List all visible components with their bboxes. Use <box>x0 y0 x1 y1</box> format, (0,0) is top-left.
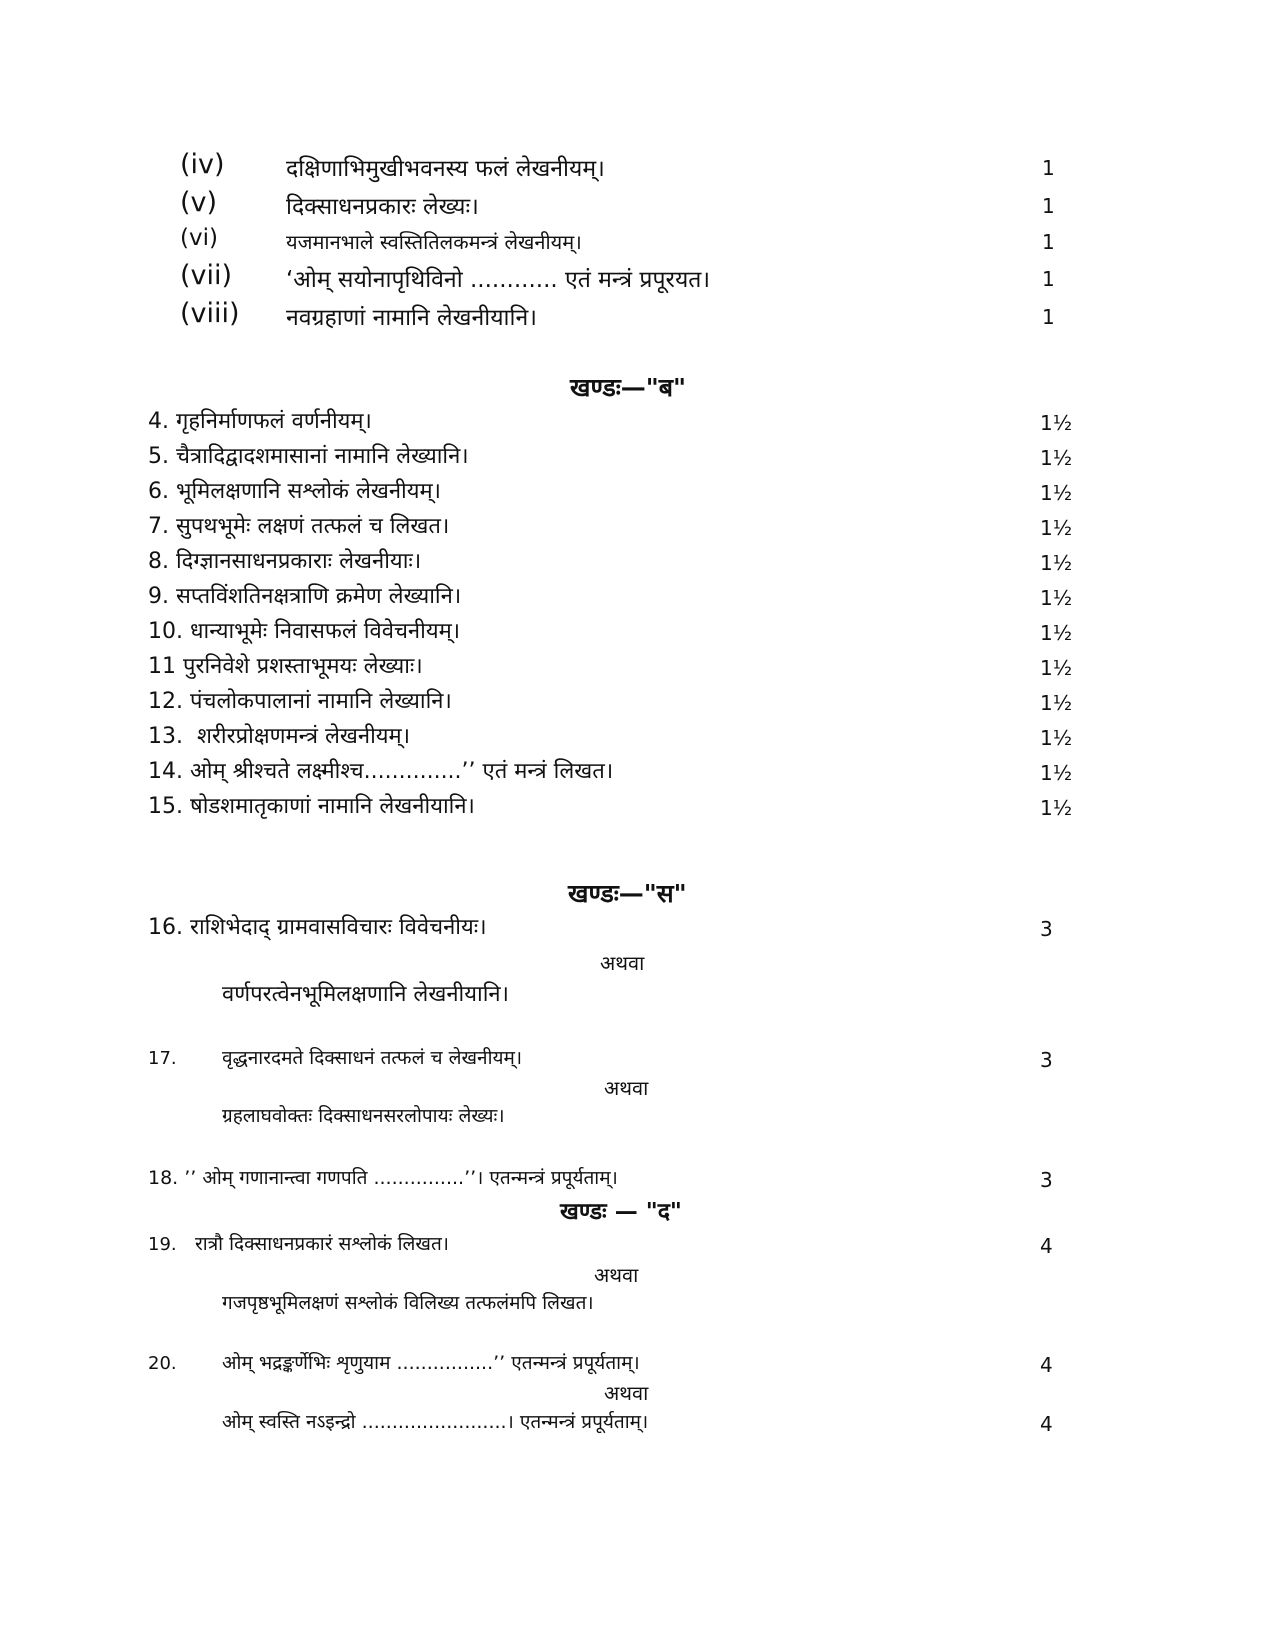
marks: 1½ <box>1040 691 1073 715</box>
question-text: 8. दिग्ज्ञानसाधनप्रकाराः लेखनीयाः। <box>148 549 422 574</box>
marks: 1½ <box>1040 481 1073 505</box>
question-text: 10. धान्याभूमेः निवासफलं विवेचनीयम्। <box>148 619 461 644</box>
marks: 1½ <box>1040 446 1073 470</box>
section-d-heading: खण्डः — "द" <box>560 1199 682 1225</box>
marks: 4 <box>1040 1412 1053 1436</box>
sub-question-text: यजमानभाले स्वस्तितिलकमन्त्रं लेखनीयम्। <box>286 230 582 254</box>
marks: 1 <box>1042 194 1055 218</box>
or-label: अथवा <box>600 951 645 975</box>
marks: 4 <box>1040 1234 1053 1258</box>
question-text: 14. ओम् श्रीश्चते लक्ष्मीश्च..............’’ एतं मन्त्रं लिखत। <box>148 759 614 784</box>
marks: 3 <box>1040 1168 1053 1192</box>
alternative-question-text: गजपृष्ठभूमिलक्षणं सश्लोकं विलिख्य तत्फलंमपि लिखत। <box>222 1292 594 1314</box>
question-text: 6. भूमिलक्षणानि सश्लोकं लेखनीयम्। <box>148 479 442 504</box>
question-number: 20. <box>148 1353 177 1374</box>
section-c-heading: खण्डः—"स" <box>568 879 687 908</box>
question-text: 5. चैत्रादिद्वादशमासानां नामानि लेख्यानि। <box>148 444 469 469</box>
marks: 1 <box>1042 267 1055 291</box>
question-text: वृद्धनारदमते दिक्साधनं तत्फलं च लेखनीयम्। <box>222 1047 523 1069</box>
sub-question-label: (v) <box>180 187 218 218</box>
question-text: 7. सुपथभूमेः लक्षणं तत्फलं च लिखत। <box>148 514 450 539</box>
sub-question-label: (vi) <box>180 225 218 251</box>
question-text: 18. ’’ ओम् गणानान्त्वा गणपति ...............’’। एतन्मन्त्रं प्रपूर्यताम्। <box>148 1167 618 1189</box>
marks: 1½ <box>1040 796 1073 820</box>
question-text: 11 पुरनिवेशे प्रशस्ताभूमयः लेख्याः। <box>148 654 423 679</box>
marks: 3 <box>1040 1048 1053 1072</box>
marks: 1 <box>1042 230 1055 254</box>
sub-question-text: नवग्रहाणां नामानि लेखनीयानि। <box>286 305 537 331</box>
sub-question-text: ‘ओम् सयोनापृथिविनो ............ एतं मन्त्रं प्रपूरयत। <box>286 267 711 293</box>
alternative-question-text: ग्रहलाघवोक्तः दिक्साधनसरलोपायः लेख्यः। <box>222 1105 505 1127</box>
sub-question-label: (vii) <box>180 260 233 291</box>
question-text: 9. सप्तविंशतिनक्षत्राणि क्रमेण लेख्यानि। <box>148 584 462 609</box>
marks: 4 <box>1040 1353 1053 1377</box>
sub-question-text: दिक्साधनप्रकारः लेख्यः। <box>286 194 479 220</box>
marks: 1½ <box>1040 656 1073 680</box>
question-text: 13. शरीरप्रोक्षणमन्त्रं लेखनीयम्। <box>148 724 411 749</box>
sub-question-label: (viii) <box>180 298 240 329</box>
question-text: 15. षोडशमातृकाणां नामानि लेखनीयानि। <box>148 794 475 819</box>
question-text: 4. गृहनिर्माणफलं वर्णनीयम्। <box>148 409 372 434</box>
sub-question-label: (iv) <box>180 149 225 180</box>
marks: 1 <box>1042 305 1055 329</box>
question-text: 16. राशिभेदाद् ग्रामवासविचारः विवेचनीयः। <box>148 915 487 940</box>
alternative-question-text: ओम् स्वस्ति नऽइन्द्रो ........................। एतन्मन्त्रं प्रपूर्यताम्। <box>222 1411 649 1433</box>
section-b-heading: खण्डः—"ब" <box>570 373 687 402</box>
marks: 1 <box>1042 156 1055 180</box>
or-label: अथवा <box>594 1263 639 1287</box>
question-number: 17. <box>148 1048 177 1069</box>
marks: 1½ <box>1040 761 1073 785</box>
marks: 1½ <box>1040 726 1073 750</box>
marks: 3 <box>1040 917 1053 941</box>
alternative-question-text: वर्णपरत्वेनभूमिलक्षणानि लेखनीयानि। <box>222 982 509 1007</box>
marks: 1½ <box>1040 516 1073 540</box>
question-text: 12. पंचलोकपालानां नामानि लेख्यानि। <box>148 689 452 714</box>
marks: 1½ <box>1040 551 1073 575</box>
question-text: ओम् भद्रङ्कर्णेभिः शृणुयाम ................’’ एतन्मन्त्रं प्रपूर्यताम्। <box>222 1352 640 1374</box>
marks: 1½ <box>1040 586 1073 610</box>
or-label: अथवा <box>604 1076 649 1100</box>
sub-question-text: दक्षिणाभिमुखीभवनस्य फलं लेखनीयम्। <box>286 156 605 182</box>
question-text: रात्रौ दिक्साधनप्रकारं सश्लोकं लिखत। <box>195 1233 450 1255</box>
question-number: 19. <box>148 1234 177 1255</box>
or-label: अथवा <box>604 1381 649 1405</box>
marks: 1½ <box>1040 411 1073 435</box>
marks: 1½ <box>1040 621 1073 645</box>
